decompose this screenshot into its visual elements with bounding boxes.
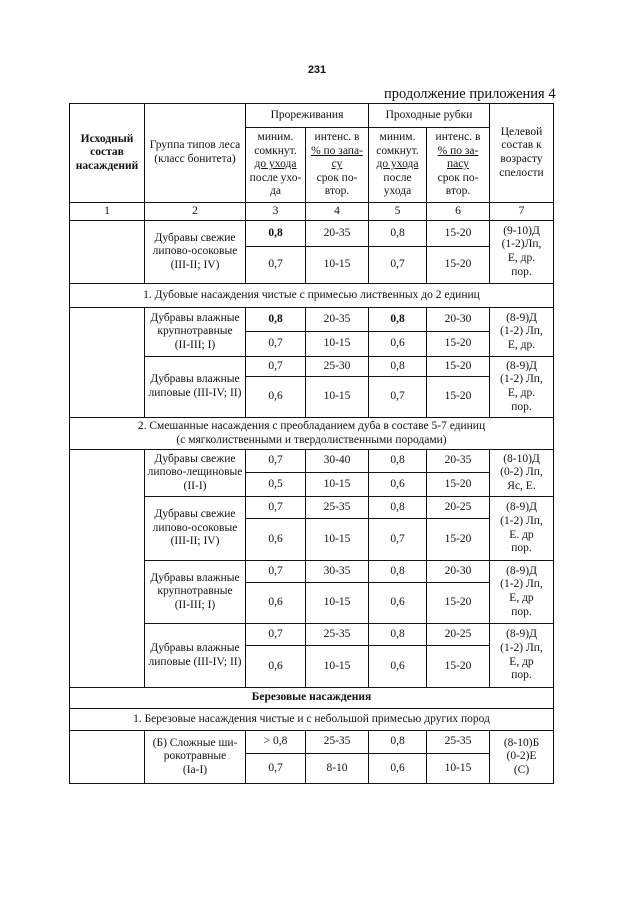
target-composition: (8-9)Д (1-2) Лп, Е, др.	[490, 308, 554, 357]
forest-type: Дубравы свежие липово-лещиновые (II-I)	[145, 450, 246, 497]
forest-type: (Б) Сложные ши- рокотравные (Ia-I)	[145, 731, 246, 784]
target-composition: (8-9)Д (1-2) Лп, Е. др пор.	[490, 497, 554, 561]
forest-type: Дубравы влажные липовые (III-IV; II)	[145, 624, 246, 688]
forest-type: Дубравы влажные липовые (III-IV; II)	[145, 357, 246, 418]
target-composition: (8-10)Д (0-2) Лп, Яс, Е.	[490, 450, 554, 497]
forest-type: Дубравы влажные крупнотравные (II-III; I)	[145, 308, 246, 357]
table-row: Дубравы влажные липовые (III-IV; II) 0,7 25-30 0,8 15-20 (8-9)Д (1-2) Лп, Е, др. пор.	[70, 357, 554, 377]
target-composition: (9-10)Д (1-2)Лп, Е, др. пор.	[490, 221, 554, 284]
section-heading: 1. Березовые насаждения чистые и с небольшой примесью других пород	[70, 709, 554, 731]
table-row: Дубравы свежие липово-осоковые (III-II; IV) 0,8 20-35 0,8 15-20 (9-10)Д (1-2)Лп, Е, др. пор.	[70, 221, 554, 247]
section-heading: 2. Смешанные насаждения с преобладанием дуба в составе 5-7 единиц (с мягколиственными и твердолиственными породами)	[70, 418, 554, 450]
target-composition: (8-9)Д (1-2) Лп, Е, др пор.	[490, 624, 554, 688]
table-row: Дубравы влажные крупнотравные (II-III; I) 0,8 20-35 0,8 20-30 (8-9)Д (1-2) Лп, Е, др.	[70, 308, 554, 332]
birch-section-title: Березовые насаждения	[70, 688, 554, 709]
table-row: 0,7 10-15 0,7 15-20	[70, 247, 554, 284]
target-composition: (8-10)Б (0-2)Е (С)	[490, 731, 554, 784]
table-row: Дубравы влажные крупнотравные (II-III; I) 0,7 30-35 0,8 20-30 (8-9)Д (1-2) Лп, Е, др пор.	[70, 561, 554, 583]
header-forest-type-group: Группа типов леса (класс бонитета)	[145, 104, 246, 203]
header-passage-cuttings: Проходные рубки	[369, 104, 490, 128]
header-intensity-passage: интенс. в % по за- пасу срок по- втор.	[427, 128, 490, 203]
header-min-closure: миним. сомкнут. до ухода после ухо- да	[246, 128, 306, 203]
page-number: 231	[307, 64, 327, 76]
section-heading: 1. Дубовые насаждения чистые с примесью лиственных до 2 единиц	[70, 284, 554, 308]
table-row: 0,6 10-15 0,6 15-20	[70, 583, 554, 624]
forest-type: Дубравы свежие липово-осоковые (III-II; IV)	[145, 497, 246, 561]
table-row: (Б) Сложные ши- рокотравные (Ia-I) > 0,8 25-35 0,8 25-35 (8-10)Б (0-2)Е (С)	[70, 731, 554, 754]
table-row: 0,7 8-10 0,6 10-15	[70, 754, 554, 784]
forest-type: Дубравы свежие липово-осоковые (III-II; IV)	[145, 221, 246, 284]
header-target-composition: Целевой состав к возрасту спелости	[490, 104, 554, 203]
table-row: Дубравы влажные липовые (III-IV; II) 0,7 25-35 0,8 20-25 (8-9)Д (1-2) Лп, Е, др пор.	[70, 624, 554, 646]
target-composition: (8-9)Д (1-2) Лп, Е, др пор.	[490, 561, 554, 624]
continuation-caption: продолжение приложения 4	[384, 86, 556, 102]
header-intensity: интенс. в % по запа- су срок по- втор.	[306, 128, 369, 203]
header-initial-composition: Исходный состав насаждений	[70, 104, 145, 203]
table-row: Дубравы свежие липово-осоковые (III-II; IV) 0,7 25-35 0,8 20-25 (8-9)Д (1-2) Лп, Е. др пор.	[70, 497, 554, 519]
table-row: 0,5 10-15 0,6 15-20	[70, 473, 554, 497]
table-row: Дубравы свежие липово-лещиновые (II-I) 0,7 30-40 0,8 20-35 (8-10)Д (0-2) Лп, Яс, Е.	[70, 450, 554, 473]
target-composition: (8-9)Д (1-2) Лп, Е, др. пор.	[490, 357, 554, 418]
table-row: 0,6 10-15 0,7 15-20	[70, 377, 554, 418]
table-row: 0,6 10-15 0,6 15-20	[70, 646, 554, 688]
column-numbers-row: 1 2 3 4 5 6 7	[70, 203, 554, 221]
header-min-closure-passage: миним. сомкнут. до ухода после ухода	[369, 128, 427, 203]
forest-type: Дубравы влажные крупнотравные (II-III; I)	[145, 561, 246, 624]
header-thinning: Прореживания	[246, 104, 369, 128]
forest-thinning-table	[69, 103, 554, 784]
table-row: 0,6 10-15 0,7 15-20	[70, 519, 554, 561]
table-row: 0,7 10-15 0,6 15-20	[70, 332, 554, 357]
